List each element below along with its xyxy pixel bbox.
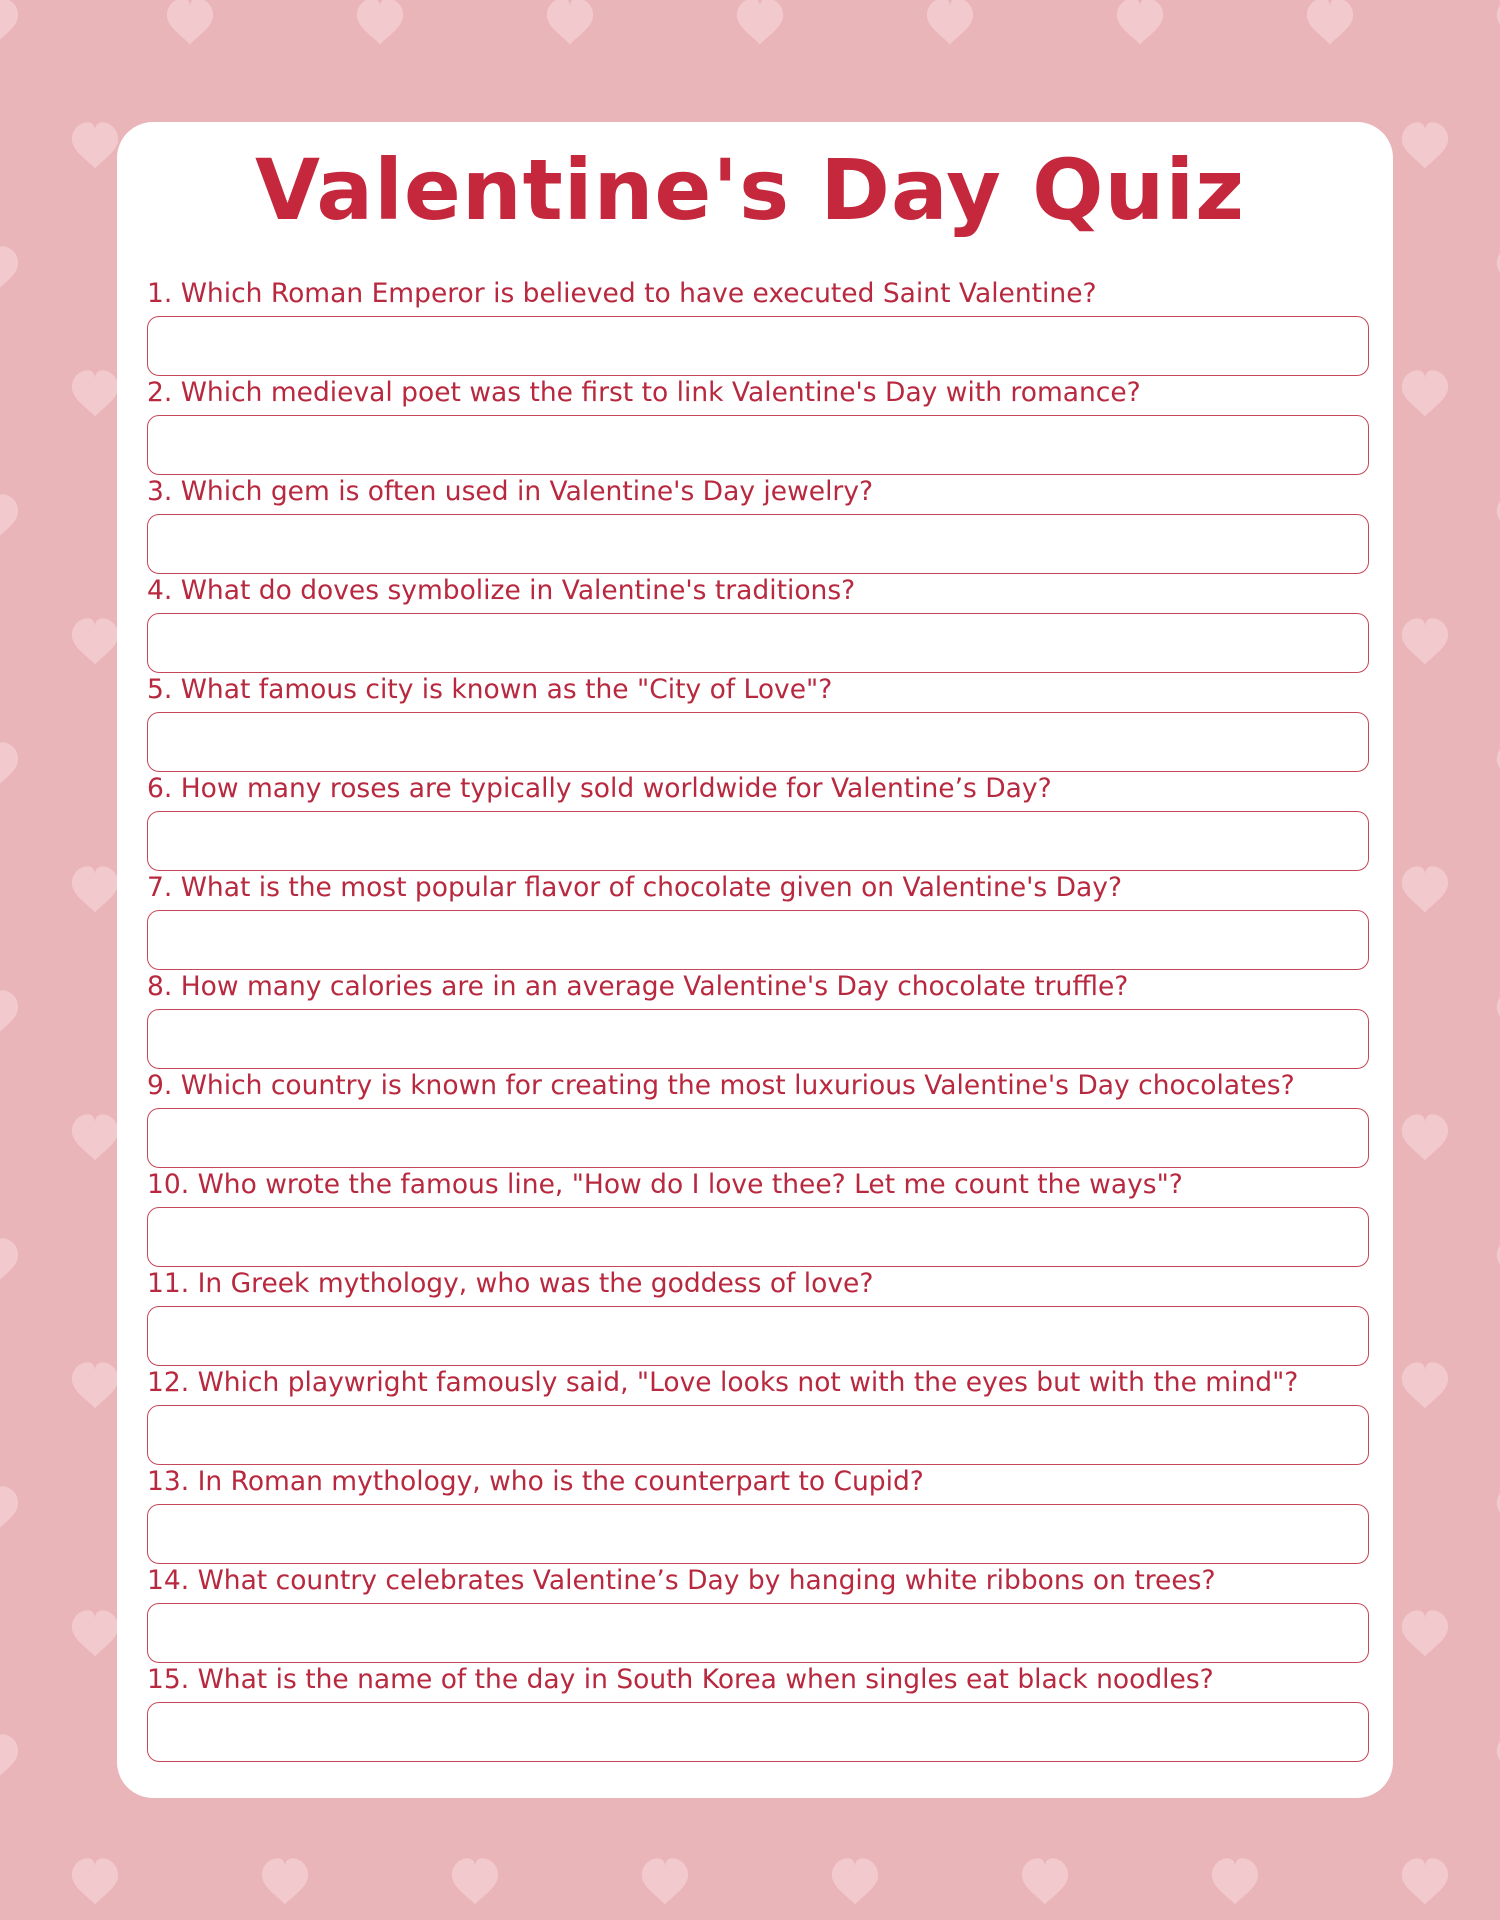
heart-icon (0, 246, 18, 292)
heart-icon (0, 1486, 18, 1532)
question-text: 4. What do doves symbolize in Valentine's traditions? (147, 575, 856, 606)
answer-field[interactable] (147, 1009, 1369, 1069)
heart-icon (72, 1362, 118, 1408)
question-text: 5. What famous city is known as the "City of Love"? (147, 674, 833, 705)
question-item (147, 1460, 1369, 1559)
question-item (147, 1361, 1369, 1460)
heart-icon (1402, 866, 1448, 912)
heart-icon (72, 866, 118, 912)
heart-icon (1402, 618, 1448, 664)
answer-field[interactable] (147, 1207, 1369, 1267)
heart-icon (642, 1858, 688, 1904)
question-text: 7. What is the most popular flavor of chocolate given on Valentine's Day? (147, 872, 1123, 903)
heart-icon (737, 0, 783, 45)
question-item (147, 866, 1369, 965)
question-text: 3. Which gem is often used in Valentine's Day jewelry? (147, 476, 874, 507)
heart-icon (0, 494, 18, 540)
question-text: 10. Who wrote the famous line, "How do I love thee? Let me count the ways"? (147, 1169, 1183, 1200)
answer-field[interactable] (147, 1702, 1369, 1762)
heart-icon (1022, 1858, 1068, 1904)
answer-field[interactable] (147, 1108, 1369, 1168)
question-text: 1. Which Roman Emperor is believed to have executed Saint Valentine? (147, 278, 1097, 309)
answer-field[interactable] (147, 613, 1369, 673)
question-item (147, 272, 1369, 371)
question-item (147, 569, 1369, 668)
heart-icon (1307, 0, 1353, 45)
heart-icon (547, 0, 593, 45)
answer-field[interactable] (147, 811, 1369, 871)
question-item (147, 1262, 1369, 1361)
answer-field[interactable] (147, 1405, 1369, 1465)
answer-field[interactable] (147, 1603, 1369, 1663)
heart-icon (0, 742, 18, 788)
question-text: 14. What country celebrates Valentine’s Day by hanging white ribbons on trees? (147, 1565, 1216, 1596)
answer-field[interactable] (147, 1306, 1369, 1366)
answer-field[interactable] (147, 712, 1369, 772)
answer-field[interactable] (147, 415, 1369, 475)
heart-icon (1402, 1610, 1448, 1656)
question-item (147, 470, 1369, 569)
heart-icon (0, 1734, 18, 1780)
question-item (147, 668, 1369, 767)
question-text: 6. How many roses are typically sold worldwide for Valentine’s Day? (147, 773, 1052, 804)
question-text: 13. In Roman mythology, who is the counterpart to Cupid? (147, 1466, 924, 1497)
answer-field[interactable] (147, 514, 1369, 574)
question-item (147, 1559, 1369, 1658)
question-item (147, 767, 1369, 866)
heart-icon (72, 370, 118, 416)
answer-field[interactable] (147, 910, 1369, 970)
heart-icon (1402, 370, 1448, 416)
question-item (147, 1658, 1369, 1757)
heart-icon (72, 1114, 118, 1160)
heart-icon (72, 618, 118, 664)
question-item (147, 1163, 1369, 1262)
quiz-title: Valentine's Day Quiz (254, 141, 1246, 239)
question-text: 11. In Greek mythology, who was the goddess of love? (147, 1268, 874, 1299)
answer-field[interactable] (147, 1504, 1369, 1564)
heart-icon (832, 1858, 878, 1904)
answer-field[interactable] (147, 316, 1369, 376)
heart-icon (1117, 0, 1163, 45)
question-list (147, 272, 1369, 1757)
heart-icon (72, 1858, 118, 1904)
question-item (147, 1064, 1369, 1163)
heart-icon (0, 990, 18, 1036)
heart-icon (0, 1238, 18, 1284)
heart-icon (262, 1858, 308, 1904)
heart-icon (452, 1858, 498, 1904)
question-text: 9. Which country is known for creating the most luxurious Valentine's Day chocolates? (147, 1070, 1295, 1101)
heart-icon (1402, 1362, 1448, 1408)
heart-icon (1212, 1858, 1258, 1904)
question-item (147, 965, 1369, 1064)
question-text: 12. Which playwright famously said, "Love looks not with the eyes but with the mind"? (147, 1367, 1299, 1398)
question-item (147, 371, 1369, 470)
heart-icon (927, 0, 973, 45)
heart-icon (1402, 1114, 1448, 1160)
heart-icon (0, 0, 18, 45)
question-text: 2. Which medieval poet was the first to link Valentine's Day with romance? (147, 377, 1141, 408)
question-text: 8. How many calories are in an average Valentine's Day chocolate truffle? (147, 971, 1129, 1002)
heart-icon (357, 0, 403, 45)
heart-icon (167, 0, 213, 45)
heart-icon (1402, 1858, 1448, 1904)
heart-icon (72, 1610, 118, 1656)
question-text: 15. What is the name of the day in South Korea when singles eat black noodles? (147, 1664, 1214, 1695)
